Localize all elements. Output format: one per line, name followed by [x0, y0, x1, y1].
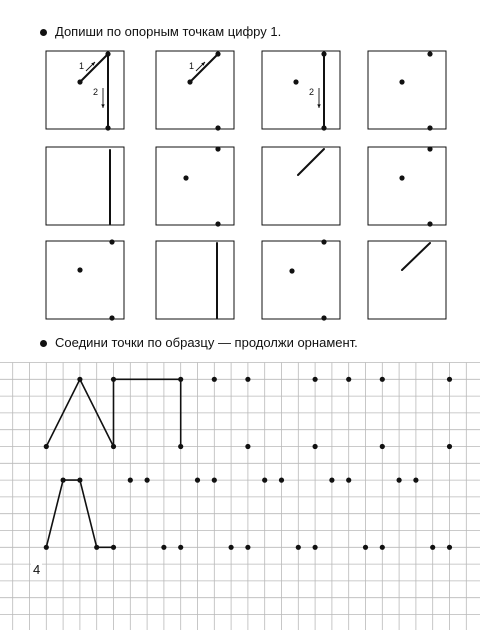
arrow-2-icon: [317, 88, 320, 108]
dot: [427, 221, 432, 226]
dot: [128, 478, 133, 483]
square-frame: [156, 147, 234, 225]
dot: [61, 478, 66, 483]
dot: [363, 545, 368, 550]
dot: [321, 51, 326, 56]
tracing-square: [46, 239, 124, 320]
dot: [77, 79, 82, 84]
dot: [296, 545, 301, 550]
dot: [44, 444, 49, 449]
dot: [178, 377, 183, 382]
dot: [44, 545, 49, 550]
dot: [245, 377, 250, 382]
dot: [346, 478, 351, 483]
dot: [293, 79, 298, 84]
dot: [380, 377, 385, 382]
dot: [77, 377, 82, 382]
dot: [427, 146, 432, 151]
dot: [111, 444, 116, 449]
dot: [447, 444, 452, 449]
dot: [399, 79, 404, 84]
tracing-square: [262, 239, 340, 320]
dot: [94, 545, 99, 550]
dot: [321, 239, 326, 244]
stroke-order-label: 1: [189, 61, 195, 71]
stroke-order-label: 2: [309, 87, 315, 97]
dot: [427, 51, 432, 56]
dot: [427, 125, 432, 130]
dot: [262, 478, 267, 483]
dot: [313, 444, 318, 449]
dot: [447, 545, 452, 550]
arrow-head: [101, 104, 104, 108]
dot: [215, 221, 220, 226]
diagonal-stroke: [402, 243, 430, 270]
tracing-square: [262, 147, 340, 225]
dot: [289, 268, 294, 273]
dot: [313, 545, 318, 550]
tracing-squares: [46, 51, 446, 321]
dot: [346, 377, 351, 382]
instruction-text: Соедини точки по образцу — продолжи орнамент.: [55, 335, 358, 350]
dot: [215, 51, 220, 56]
dot: [77, 478, 82, 483]
square-frame: [46, 241, 124, 319]
tracing-square: [368, 146, 446, 226]
square-frame: [46, 147, 124, 225]
dot: [212, 377, 217, 382]
dot: [279, 478, 284, 483]
dot: [195, 478, 200, 483]
square-frame: [46, 51, 124, 129]
dot: [187, 79, 192, 84]
tracing-square: [46, 51, 124, 131]
dot: [229, 545, 234, 550]
dot: [329, 478, 334, 483]
dot: [178, 444, 183, 449]
dot: [380, 444, 385, 449]
dot: [447, 377, 452, 382]
dot: [397, 478, 402, 483]
dot: [313, 377, 318, 382]
square-frame: [156, 241, 234, 319]
dot: [399, 175, 404, 180]
dot: [109, 315, 114, 320]
dot: [105, 51, 110, 56]
dot: [161, 545, 166, 550]
dot: [105, 125, 110, 130]
diagonal-stroke: [190, 54, 218, 82]
square-frame: [262, 241, 340, 319]
tracing-square: [368, 241, 446, 319]
dot: [183, 175, 188, 180]
square-frame: [262, 51, 340, 129]
dot: [111, 545, 116, 550]
stroke-order-label: 1: [79, 61, 85, 71]
tracing-square: [156, 51, 234, 131]
tracing-square: [368, 51, 446, 131]
page-number: 4: [33, 562, 41, 577]
square-frame: [368, 51, 446, 129]
dot: [245, 545, 250, 550]
square-frame: [156, 51, 234, 129]
dot: [321, 125, 326, 130]
tracing-square: [156, 146, 234, 226]
dot: [245, 444, 250, 449]
dot: [413, 478, 418, 483]
arrow-2-icon: [101, 88, 104, 108]
dot: [111, 377, 116, 382]
dot: [321, 315, 326, 320]
square-frame: [262, 147, 340, 225]
dot: [430, 545, 435, 550]
stroke-order-label: 2: [93, 87, 99, 97]
dot: [178, 545, 183, 550]
tracing-square: [262, 51, 340, 131]
dot: [109, 239, 114, 244]
dot: [212, 478, 217, 483]
tracing-square: [46, 147, 124, 225]
square-frame: [368, 147, 446, 225]
diagonal-stroke: [80, 54, 108, 82]
dot: [380, 545, 385, 550]
instruction-text: Допиши по опорным точкам цифру 1.: [55, 24, 282, 39]
tracing-square: [156, 241, 234, 319]
arrow-head: [317, 104, 320, 108]
dot-grid-area: [0, 363, 480, 630]
dot: [77, 267, 82, 272]
diagonal-stroke: [298, 149, 324, 175]
square-frame: [368, 241, 446, 319]
dot: [215, 125, 220, 130]
dot: [145, 478, 150, 483]
dot: [215, 146, 220, 151]
